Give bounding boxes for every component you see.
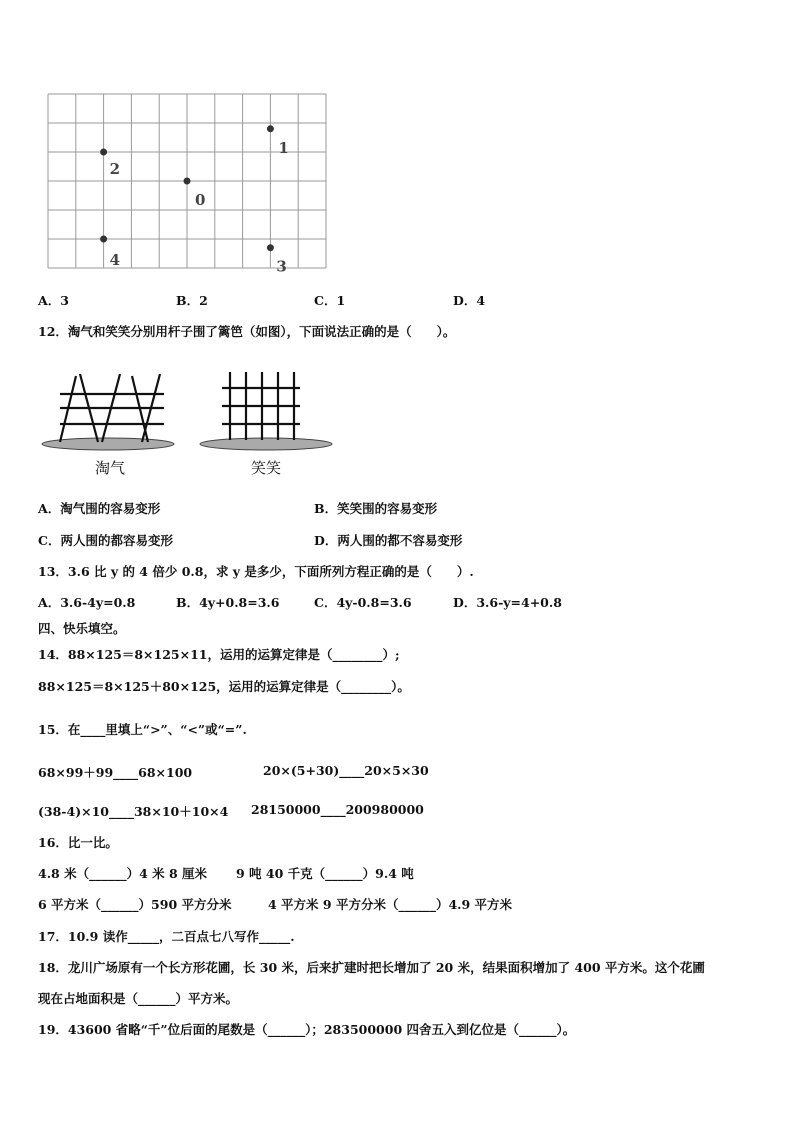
q16-row1-b: 9 吨 40 千克（______）9.4 吨 [236,866,414,881]
grid-point [100,149,107,156]
q13-option-c[interactable]: C．4y-0.8=3.6 [314,595,412,610]
q12-fence-figure-taoqi [40,360,180,480]
q12-option-a[interactable]: A．淘气围的容易变形 [38,501,161,516]
grid-point [267,125,274,132]
q14-line1: 14．88×125＝8×125×11，运用的运算定律是（________）; [38,647,400,662]
q13-option-a[interactable]: A．3.6-4y=0.8 [38,595,136,610]
q16-row2-b: 4 平方米 9 平方分米（______）4.9 平方米 [268,897,513,912]
q16-row1-a: 4.8 米（______）4 米 8 厘米 [38,866,208,881]
q12-option-c[interactable]: C．两人围的都容易变形 [38,533,173,548]
grid-point-label: 3 [276,257,287,272]
q18-line2: 现在占地面积是（______）平方米。 [38,991,239,1006]
grid-point [184,178,191,185]
q11-grid-figure [44,90,330,272]
section-title: 四、快乐填空。 [38,621,126,636]
q12-caption-right: 笑笑 [250,459,282,477]
q16-title: 16．比一比。 [38,835,118,850]
q11-option-b[interactable]: B．2 [176,293,208,308]
grid-point-label: 2 [109,160,121,178]
q19-text: 19．43600 省略“千”位后面的尾数是（______）；283500000 四舍五入到亿位是（______）。 [38,1022,576,1037]
q11-option-a[interactable]: A．3 [38,293,69,308]
q15-row2-b: 28150000____200980000 [251,802,424,817]
q12-option-d[interactable]: D．两人围的都不容易变形 [314,533,463,548]
q14-line2: 88×125＝8×125＋80×125，运用的运算定律是（________）。 [38,679,410,694]
q15-row1-b: 20×(5+30)____20×5×30 [263,763,429,778]
q16-row2-a: 6 平方米（______）590 平方分米 [38,897,232,912]
q11-option-d[interactable]: D．4 [453,293,486,308]
q12-text: 12．淘气和笑笑分别用杆子围了篱笆（如图），下面说法正确的是（ ）。 [38,324,456,339]
q18-line1: 18．龙川广场原有一个长方形花圃，长 30 米，后来扩建时把长增加了 20 米，结果面积增加了 400 平方米。这个花圃 [38,960,705,975]
grid-point-label: 4 [109,251,121,269]
grid-point [100,236,107,243]
q12-option-b[interactable]: B．笑笑围的容易变形 [314,501,438,516]
q17-text: 17．10.9 读作_____，二百点七八写作_____. [38,929,295,944]
q12-fence-figure-xiaoxiao [198,360,338,480]
q15-row1-a: 68×99＋99____68×100 [38,765,193,780]
q15-row2-a: (38-4)×10____38×10＋10×4 [38,804,229,819]
q12-caption-left: 淘气 [94,459,126,477]
q13-text: 13．3.6 比 y 的 4 倍少 0.8，求 y 是多少，下面所列方程正确的是（ ）. [38,564,474,579]
q13-option-d[interactable]: D．3.6-y=4+0.8 [453,595,562,610]
grid-point [267,244,274,251]
grid-point-label: 1 [278,138,289,157]
q13-option-b[interactable]: B．4y+0.8=3.6 [176,595,280,610]
q11-option-c[interactable]: C．1 [314,293,346,308]
q15-text: 15．在____里填上“>”、“<”或“=”. [38,722,247,737]
grid-point-label: 0 [195,191,206,209]
